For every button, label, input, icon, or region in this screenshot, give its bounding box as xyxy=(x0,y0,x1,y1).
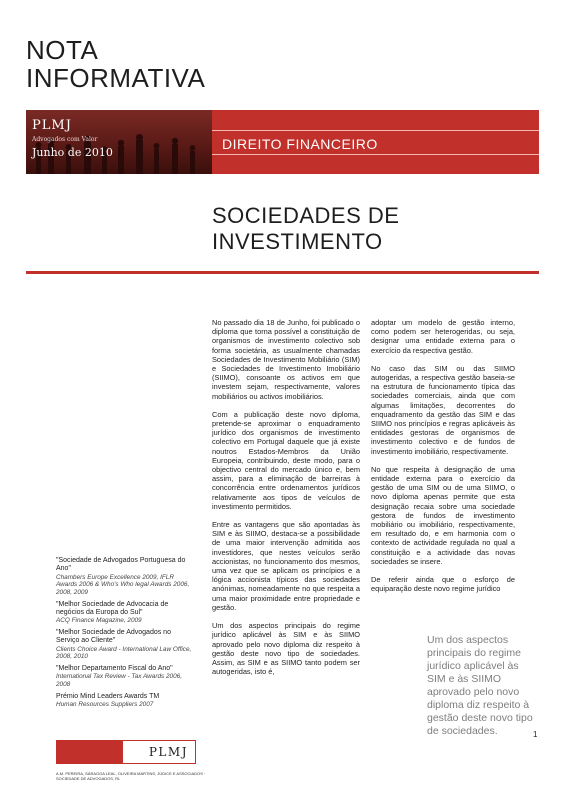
banner-tagline: Advogados com Valor xyxy=(32,136,98,143)
article-column-2 xyxy=(371,318,515,602)
paragraph: No caso das SIM ou das SIIMO autogeridas, a respectiva gestão baseia-se na estrutura de funcionamento típica das sociedades comerciais, ainda que com algumas limitações, decorrentes do enquadramento da gestão das SIM e das SIIMO nos princípios e regras aplicáveis às entidades gestoras de organismos de investimento colectivo e de fundos de investimento imobiliário, respectivamente. xyxy=(371,363,515,456)
newsletter-title-line2: INFORMATIVA xyxy=(26,63,206,93)
banner-brand: PLMJ xyxy=(32,118,72,133)
section-label: DIREITO FINANCEIRO xyxy=(222,136,378,152)
banner-photo xyxy=(26,110,212,174)
award-title: "Melhor Departamento Fiscal do Ano" xyxy=(56,665,173,672)
award-title: "Melhor Sociedade de Advocacia de negócios da Europa do Sul" xyxy=(56,600,169,616)
award-source: Clients Choice Award - International Law Office, 2008, 2010 xyxy=(56,645,192,661)
newsletter-title xyxy=(26,36,205,92)
banner-rule-bottom xyxy=(212,154,539,155)
paragraph: Entre as vantagens que são apontadas às SIM e às SIIMO, destaca-se a possibilidade de uma maior intervenção admitida aos investidores, que nestes veículos serão accionistas, no funcionamento dos mesmos, uma vez que se aplicam os princípios e a lógica accionista típicos das sociedades anónimas, nomeadamente no que respeita a uma maior proximidade entre propriedade e gestão. xyxy=(212,520,360,612)
award-source: Human Resources Suppliers 2007 xyxy=(56,701,154,708)
issue-date: Junho de 2010 xyxy=(32,146,113,159)
award-title: Prémio Mind Leaders Awards TM xyxy=(56,692,160,700)
award-item xyxy=(56,557,196,597)
award-item xyxy=(56,693,196,709)
awards-list xyxy=(56,557,196,713)
award-title: "Sociedade de Advogados Portuguesa do Ano" xyxy=(56,557,186,573)
footer-firm-name: A.M. PEREIRA, SÁRAGGA LEAL, OLIVEIRA MARTINS, JÚDICE E ASSOCIADOS · SOCIEDADE DE ADVOGADOS, RL xyxy=(56,771,206,781)
award-source: International Tax Review - Tax Awards 2006, 2008 xyxy=(56,673,182,688)
logo-text: PLMJ xyxy=(148,745,188,759)
paragraph: No que respeita à designação de uma entidade externa para o exercício da gestão de uma SIM ou de uma SIIMO, o novo diploma apenas permite que esta designação recaia sobre uma sociedade gestora de fundos de investimento mobiliário ou imobiliário, respectivamente, em resultado do, e em harmonia com o contexto de actividade regulada no qual a constituição e a actividade das novas sociedades se insere. xyxy=(371,464,515,566)
article-title-line2: INVESTIMENTO xyxy=(212,229,383,254)
award-item xyxy=(56,601,196,625)
award-source: Chambers Europe Excellence 2009, IFLR Awards 2006 & Who's Who legal Awards 2006, 2008, 2009 xyxy=(56,573,190,596)
award-item xyxy=(56,665,196,689)
article-column-1 xyxy=(212,318,360,685)
award-title: "Melhor Sociedade de Advogados no Serviço ao Cliente" xyxy=(56,629,171,645)
page-number: 1 xyxy=(533,730,538,739)
plmj-logo xyxy=(56,740,196,764)
paragraph: No passado dia 18 de Junho, foi publicado o diploma que torna possível a constituição de organismos de investimento colectivo sob forma societária, as usualmente chamadas Sociedades de Investimento Mobiliário (SIM) e Sociedades de Investimento Imobiliário (SIIMO), consoante os activos em que investem sejam, respectivamente, valores mobiliários ou activos imobiliários. xyxy=(212,318,360,401)
pull-quote: Um dos aspectos principais do regime jurídico aplicável às SIM e às SIIMO aprovado pelo novo diploma diz respeito à gestão deste novo tipo de sociedades. xyxy=(427,634,533,737)
paragraph: adoptar um modelo de gestão interno, como podem ser heterogeridas, ou seja, designar uma entidade externa para o exercício da respectiva gestão. xyxy=(371,318,515,355)
paragraph: Um dos aspectos principais do regime jurídico aplicável às SIM e às SIIMO aprovado pelo novo diploma diz respeito à gestão deste novo tipo de sociedades. Assim, as SIM e as SIIMO tanto podem ser autogeridas, isto é, xyxy=(212,621,360,677)
section-divider xyxy=(26,271,539,274)
award-source: ACQ Finance Magazine, 2009 xyxy=(56,617,142,625)
article-title-line1: SOCIEDADES DE xyxy=(212,203,400,228)
paragraph: De referir ainda que o esforço de equiparação deste novo regime jurídico xyxy=(371,575,515,594)
article-title xyxy=(212,203,399,255)
section-banner xyxy=(212,110,539,174)
award-item xyxy=(56,629,196,661)
paragraph: Com a publicação deste novo diploma, pretende-se aproximar o enquadramento jurídico dos organismos de investimento colectivo em Portugal daquele que já existe noutros Estados-Membros da União Europeia, contribuindo, deste modo, para o objectivo central do mercado único e, bem assim, para a eliminação de barreiras à concorrência entre ordenamentos jurídicos relativamente aos tipos de veículos de investimento permitidos. xyxy=(212,409,360,511)
banner-rule-top xyxy=(212,130,539,131)
newsletter-title-line1: NOTA xyxy=(26,35,99,65)
